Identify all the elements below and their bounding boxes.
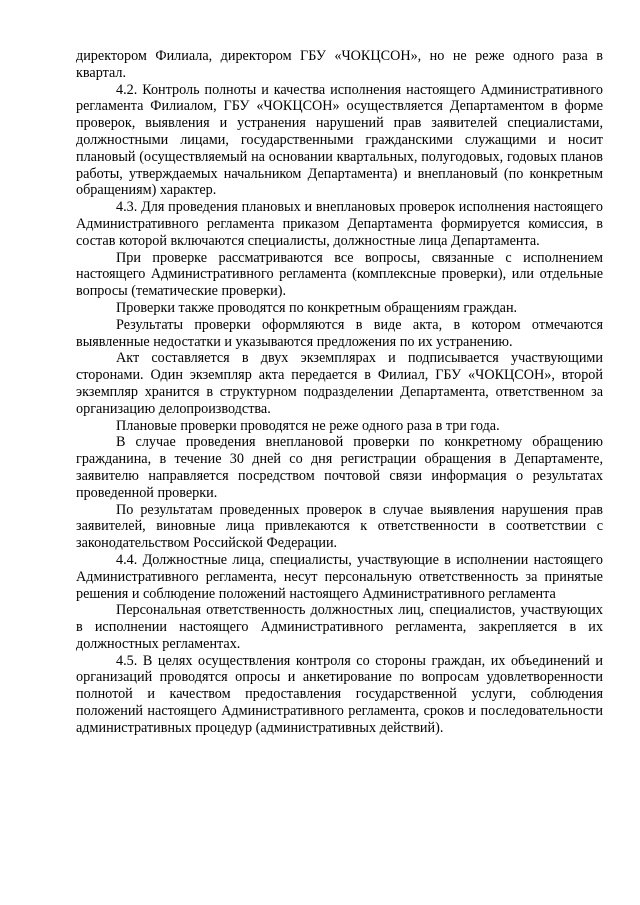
paragraph-4-2: 4.2. Контроль полноты и качества исполнения настоящего Административного регламента Филиалом, ГБУ «ЧОКЦСОН» осуществляется Департаментом в форме проверок, выявления и устранения нарушений прав заявителей специалистами, должностными лицами, государственными гражданскими служащими и носит плановый (осуществляемый на основании квартальных, полугодовых, годовых планов работы, утверждаемых начальником Департамента) и внеплановый (по конкретным обращениям) характер.	[76, 81, 603, 199]
paragraph-unplanned-check: В случае проведения внеплановой проверки по конкретному обращению гражданина, в течение 30 дней со дня регистрации обращения в Департаменте, заявителю направляется посредством почтовой связи информация о результатах проведенной проверки.	[76, 434, 603, 501]
paragraph-act: Акт составляется в двух экземплярах и подписывается участвующими сторонами. Один экземпляр акта передается в Филиал, ГБУ «ЧОКЦСОН», второй экземпляр хранится в структурном подразделении Департамента, ответственном за организацию делопроизводства.	[76, 350, 603, 417]
paragraph-4-4: 4.4. Должностные лица, специалисты, участвующие в исполнении настоящего Административного регламента, несут персональную ответственность за принятые решения и соблюдение положений настоящего Административного регламента	[76, 551, 603, 602]
paragraph-checks-by-appeals: Проверки также проводятся по конкретным обращениям граждан.	[116, 299, 518, 316]
document-page	[76, 48, 603, 737]
paragraph-violations: По результатам проведенных проверок в случае выявления нарушения прав заявителей, виновные лица привлекаются к ответственности в соответствии с законодательством Российской Федерации.	[76, 501, 603, 552]
paragraph-planned-checks: Плановые проверки проводятся не реже одного раза в три года.	[116, 417, 500, 434]
paragraph-4-5: 4.5. В целях осуществления контроля со стороны граждан, их объединений и организаций проводятся опросы и анкетирование по вопросам удовлетворенности полнотой и качеством предоставления государственной услуги, соблюдения положений настоящего Административного регламента, сроков и последовательности административных процедур (административных действий).	[76, 652, 603, 736]
paragraph-continuation: директором Филиала, директором ГБУ «ЧОКЦСОН», но не реже одного раза в квартал.	[76, 48, 603, 81]
paragraph-check-results: Результаты проверки оформляются в виде акта, в котором отмечаются выявленные недостатки и указываются предложения по их устранению.	[76, 316, 603, 350]
paragraph-check-questions: При проверке рассматриваются все вопросы, связанные с исполнением настоящего Административного регламента (комплексные проверки), или отдельные вопросы (тематические проверки).	[76, 249, 603, 300]
paragraph-personal-responsibility: Персональная ответственность должностных лиц, специалистов, участвующих в исполнении настоящего Административного регламента, закрепляется в их должностных регламентах.	[76, 602, 603, 652]
paragraph-4-3: 4.3. Для проведения плановых и внеплановых проверок исполнения настоящего Административного регламента приказом Департамента формируется комиссия, в состав которой включаются специалисты, должностные лица Департамента.	[76, 199, 603, 249]
